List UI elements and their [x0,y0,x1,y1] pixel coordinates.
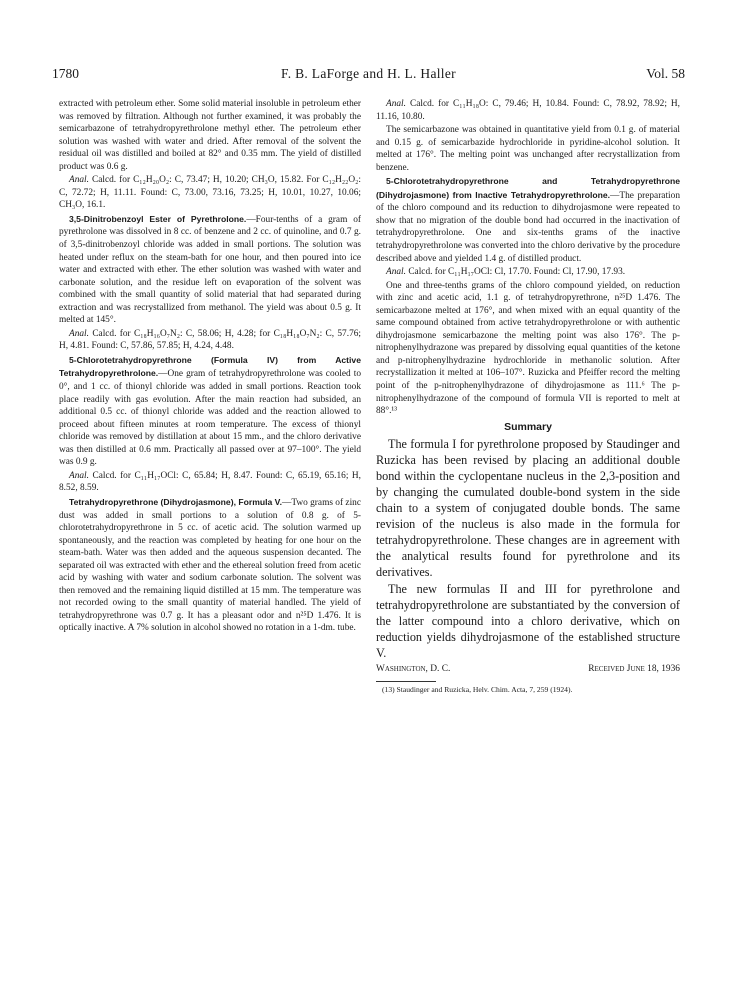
section-paragraph [376,175,680,265]
place: Washington, D. C. [376,663,451,674]
section-heading: Tetrahydropyrethrone (Dihydrojasmone), Formula V. [69,496,282,507]
section-paragraph [59,496,361,635]
received-date: Received June 18, 1936 [588,663,680,674]
running-title: F. B. LaForge and H. L. Haller [281,66,456,81]
page-header [52,66,685,84]
analysis-paragraph [59,470,361,495]
analysis-text: Calcd. for C₁₁H₁₇OCl: Cl, 17.70. Found: Cl, 17.90, 17.93. [408,267,626,278]
anal-label: Anal. [69,175,89,186]
section-paragraph [59,213,361,327]
received-line [376,663,680,677]
section-text: —Two grams of zinc dust was added in small portions to a solution of 0.8 g. of 5-chlorotetrahydropyrethrone in 5 cc. of acetic acid. The solution warmed up spontaneously, and the reaction was completed by heating for one hour on the steam-bath. Water was then added and the aqueous suspension decanted. The separated oil was extracted with ether and the ethereal solution freed from acetic acid by washing with water and sodium carbonate solution. The solvent was then removed and the remaining liquid distilled at 15 mm. The temperature was not recorded owing to the small quantity of material handled. The yield of tetrahydropyrethrone was 0.7 g. It has a pleasant odor and n²⁵D 1.476. It is optically inactive. A 7% solution in alcohol showed no rotation in a 1-dm. tube. [59,497,361,634]
section-paragraph [59,354,361,469]
summary-paragraph: The formula I for pyrethrolone proposed by Staudinger and Ruzicka has been revised by placing an additional double bond within the cyclopentane nucleus in the 2,3-position and by changing the cumulated double-bond system in the side chain to a system of conjugated double bonds. The same revision of the nucleus is also made in the formula for tetrahydropyrethrolone. These changes are in agreement with the analytical results found for pyrethrolone and its derivatives. [376,436,680,580]
section-heading: 5-Chlorotetrahydropyrethrone (Formula IV) from Active Tetrahydropyrethrolone. [59,354,361,379]
section-text: —The preparation of the chloro compound and its reduction to dihydrojasmone were repeated to show that no migration of the double bond had occurred in the inactivation of tetrahydropyrethrolone. One and six-tenths grams of the inactive tetrahydropyrethrolone was converted into the chloro derivative by the procedure described above and yielded 1.4 g. of distilled product. [376,190,680,264]
volume-label: Vol. 58 [646,66,685,81]
footnote: (13) Staudinger and Ruzicka, Helv. Chim. Acta, 7, 259 (1924). [382,684,573,694]
summary-paragraph: The new formulas II and III for pyrethrolone and tetrahydropyrethrolone are substantiated by the conversion of the latter compound into a chloro derivative, which on reduction yields dihydrojasmone of the established structure V. [376,581,680,660]
analysis-text: Calcd. for C₁₈H₁₆O₇N₂: C, 58.06; H, 4.28; for C₁₈H₁₈O₇N₂: C, 57.76; H, 4.81. Found: C, 57.86, 57.85; H, 4.24, 4.48. [59,328,362,352]
anal-label: Anal. [386,267,406,278]
anal-label: Anal. [386,99,406,109]
analysis-paragraph [376,98,680,123]
page-number: 1780 [52,66,79,81]
analysis-paragraph [59,174,361,212]
left-column [59,98,361,636]
section-heading: 3,5-Dinitrobenzoyl Ester of Pyrethrolone. [69,213,247,224]
analysis-paragraph [59,328,361,353]
footnote-rule [376,681,436,682]
paragraph: extracted with petroleum ether. Some solid material insoluble in petroleum ether was removed by filtration. Although not further examined, it was probably the semicarbazone of tetrahydropyrethrolone methyl ether. The petroleum ether solution was washed with water and dried. After removal of the solvent the residual oil was distilled and boiled at 82° and 0.35 mm. The yield of distilled product was 0.6 g. [59,99,361,172]
section-heading: 5-Chlorotetrahydropyrethrone and Tetrahydropyrethrone (Dihydrojasmone) from Inactive Tetrahydropyrethrolone. [376,176,680,200]
analysis-text: Calcd. for C₁₁H₁₇OCl: C, 65.84; H, 8.47. Found: C, 65.19, 65.16; H, 8.52, 8.59. [59,470,361,494]
paragraph: One and three-tenths grams of the chloro compound yielded, on reduction with zinc and acetic acid, 1.1 g. of tetrahydropyrethrone, n²⁵D 1.476. The semicarbazone melted at 176°, and when mixed with an equal quantity of the same compound obtained from active tetrahydropyrethrolone or with authentic dihydrojasmone semicarbazone the melting point was also 176°. The p-nitrophenylhydrazone was prepared by dissolving equal quantities of the ketone and p-nitrophenylhydrazine hydrochloride in methanolic solution. After recrystallization it melted at 106–107°. Ruzicka and Pfeiffer record the melting point of the p-nitrophenylhydrazone of dihydrojasmone as 111.⁶ The p-nitrophenylhydrazone of the compound of formula VII is reported to melt at 88°.¹³ [376,280,680,417]
section-text: —One gram of tetrahydropyrethrolone was cooled to 0°, and 1 cc. of thionyl chloride was added in small portions. Reaction took place readily with gas evolution. After the main reaction had subsided, an additional 0.5 cc. of thionyl chloride was added and the reaction allowed to proceed about fifteen minutes at room temperature. The excess of thionyl chloride was removed by distillation at about 15 mm., and the chloro derivative was then distilled at 0.6 mm. Practically all passed over at 97–100°. The yield was 0.9 g. [59,369,361,468]
anal-label: Anal. [69,328,89,339]
analysis-text: Calcd. for C₁₂H₂₀O₂: C, 73.47; H, 10.20; CH₃O, 15.82. For C₁₂H₂₂O₂: C, 72.72; H, 11.11. Found: C, 73.00, 73.16, 73.25; H, 10.01, 10.27, 10.06; CH₃O, 16.1. [59,175,361,211]
section-text: —Four-tenths of a gram of pyrethrolone was dissolved in 8 cc. of benzene and 2 cc. of quinoline, and 0.7 g. of 3,5-dinitrobenzoyl chloride was added in small portions. The solution was heated under reflux on the steam-bath for one hour, and then poured into ice water and extracted with ether. The ether solution was washed with water and carbonate solution, and the residue left on evaporation of the solvent was combined with the small quantity of solid material that had separated during extraction and was recrystallized from methanol. The yield was about 0.5 g. It melted at 145°. [59,214,362,326]
summary-heading: Summary [504,420,552,433]
paragraph: The semicarbazone was obtained in quantitative yield from 0.1 g. of material and 0.15 g. of semicarbazide hydrochloride in pyridine-alcohol solution. It melted at 176°. The melting point was unchanged after recrystallization from benzene. [376,125,680,173]
analysis-paragraph [376,266,680,279]
anal-label: Anal. [69,470,89,481]
right-column [376,98,680,695]
analysis-text: Calcd. for C₁₁H₁₈O: C, 79.46; H, 10.84. Found: C, 78.92, 78.92; H, 11.16, 10.80. [376,99,680,122]
